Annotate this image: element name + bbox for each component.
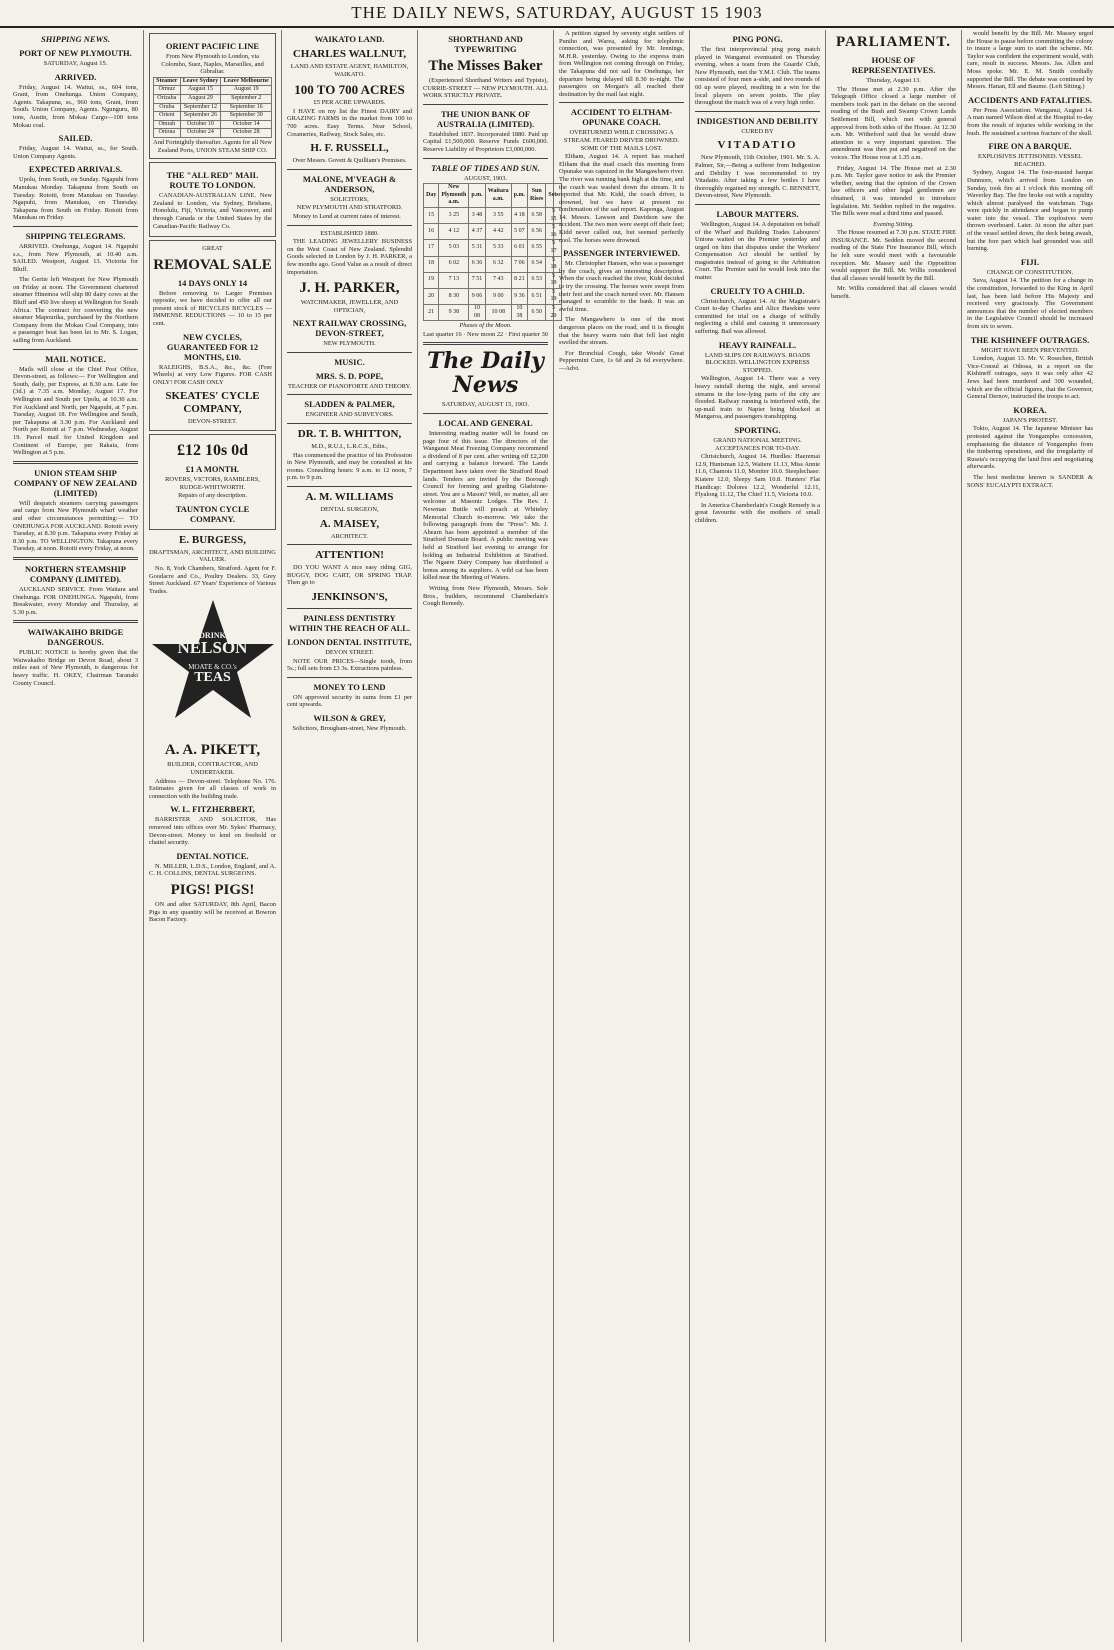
orient-text: From New Plymouth to London, via Colombo, Suez, Naples, Marseilles, and Gibraltar. xyxy=(161,53,264,76)
table-cell: 9 36 xyxy=(511,288,527,304)
days-label: 14 DAYS ONLY 14 xyxy=(177,277,248,288)
table-row xyxy=(424,288,562,304)
divider xyxy=(13,620,138,623)
moate-label: MOATE & CO.'s xyxy=(188,663,237,672)
table-cell: 4 42 xyxy=(485,224,511,240)
table-cell: 19 xyxy=(424,272,439,288)
table-header-row xyxy=(424,184,562,208)
london-dental-text: NOTE OUR PRICES—Single tooth, from 5s.; full sets from £3 3s. Extractions painless. xyxy=(287,657,412,673)
table-cell: 5 07 xyxy=(511,224,527,240)
jewellery-text: THE LEADING JEWELLERY BUSINESS on the West Coast of New Zealand. Splendid Goods selected in London by J. H. PARKER, a few months ago. Good Value as a result of direct importation. xyxy=(287,238,412,276)
table-cell: 6 53 xyxy=(528,272,546,288)
vitadatio-heading: VITADATIO xyxy=(717,139,798,152)
divider xyxy=(287,225,412,226)
moon-text: Last quarter 16 · New moon 22 · First quarter 30 xyxy=(423,330,548,338)
sailed-heading: SAILED. xyxy=(58,133,93,144)
table-cell: 5 20 xyxy=(546,305,561,321)
accident-heading: ACCIDENT TO ELTHAM-OPUNAKE COACH. xyxy=(570,107,673,128)
skeates-address: DEVON-STREET. xyxy=(187,418,238,426)
sporting-subheading: GRAND NATIONAL MEETING. ACCEPTANCES FOR TO-DAY. xyxy=(713,436,802,452)
labour-text: Wellington, August 14. A deputation on behalf of the Wharf and Building Trades Labourers' Unions waited on the Premier yesterday and urged on him that disputes under the Workers' Compensation Act should be settled by magistrates instead of going to the Arbitration Court. The Premier said he would look into the matter. xyxy=(695,220,820,282)
table-row xyxy=(424,207,562,223)
table-cell: Omrah xyxy=(154,120,181,129)
baker-text: (Experienced Shorthand Writers and Typists), CURRIE-STREET — NEW PLYMOUTH. ALL WORK STRICTLY PRIVATE. xyxy=(423,77,548,100)
shorthand-heading: SHORTHAND AND TYPEWRITING xyxy=(448,34,523,54)
skeates-heading: SKEATES' CYCLE COMPANY, xyxy=(165,390,260,416)
local-footer: Writing from New Plymouth, Messrs. Sole Bros., builders, recommend Chamberlain's Cough Remedy. xyxy=(423,584,548,608)
money-text: ON approved security in sums from £1 per cent upwards. xyxy=(287,693,412,709)
pope-title: TEACHER OF PIANOFORTE AND THEORY. xyxy=(287,382,412,390)
table-cell: October 28 xyxy=(221,129,272,138)
williams-title: DENTAL SURGEON, xyxy=(320,506,379,514)
house-text: The House met at 2.30 p.m. After the Telegraph Office closed a large number of members took part in the debate on the second reading of the Bush and Swamp Crown Lands Settlement Bill, which met with general approval from both sides of the House. At 12.30 a.m. Mr. Witheford said that he would draw attention to a very important question. The amendment was then put and negatived on the voices. The House rose at 1.35 a.m. xyxy=(831,85,956,161)
table-cell: 7 43 xyxy=(485,272,511,288)
table-cell: September 2 xyxy=(221,94,272,103)
korea-heading: KOREA. xyxy=(1013,404,1047,415)
removal-text: Before removing to Larger Premises opposite, we have decided to offer all our present stock of BICYCLES BICYCLES — IMMENSE REDUCTIONS — 10 to 15 per cent. xyxy=(153,289,272,328)
moon-heading: Phases of the Moon. xyxy=(459,322,512,330)
divider xyxy=(13,226,138,227)
sladden-title: ENGINEER AND SURVEYORS. xyxy=(305,411,394,419)
table-header: p.m. xyxy=(511,184,527,208)
table-cell: 10 08 xyxy=(469,305,485,321)
passenger-heading: PASSENGER INTERVIEWED. xyxy=(563,248,680,259)
indigestion-text: New Plymouth, 11th October, 1901. Mr. S. A. Palmer, Sir,—Being a sufferer from Indigestion and Debility I was recommended to try Vitadatio. After taking a few bottles I have thoroughly regained my strength. C. BENNETT, Devon-street, New Plymouth. xyxy=(695,154,820,200)
pigs-text: ON and after SATURDAY, 8th April, Bacon Pigs in any quantity will be received at Bowron Bacon Factory. xyxy=(149,900,276,924)
table-cell: August 15 xyxy=(180,86,221,95)
table-cell: October 10 xyxy=(180,120,221,129)
nelson-label: NELSON xyxy=(177,638,248,658)
jenkinson-heading: JENKINSON'S, xyxy=(311,591,388,603)
great-label: GREAT xyxy=(202,245,223,253)
table-cell: August 29 xyxy=(180,94,221,103)
tides-month: AUGUST, 1903. xyxy=(463,174,508,182)
table-cell: 6 50 xyxy=(528,305,546,321)
divider xyxy=(287,608,412,609)
mail-text: Mails will close at the Chief Post Office, Devon-street, as follows:— For Wellington and South, daily, per Express, at 8.30 a.m. Late fee (3d.) at 7.35 a.m. Monday, August 17. For Wellington and South per Upolu, at 10.30 a.m. For Auckland and North, per Ngapuhi, at 7 p.m. Tuesday, August 18. For Wellington and South, per Takapuna at 3.30 p.m. For Auckland and North per Rotoiti at 7 p.m. Wednesday, August 19. Parcel mail for United Kingdom and Continent of Europe, per Rakaia, from Wellington at 5 p.m. xyxy=(13,365,138,457)
expected-heading: EXPECTED ARRIVALS. xyxy=(28,164,123,175)
attention-text: DO YOU WANT A nice easy riding GIG, BUGGY, DOG CART, OR SPRING TRAP. Then go to xyxy=(287,564,412,587)
table-cell: 5 16 xyxy=(546,224,561,240)
all-red-ad xyxy=(149,162,276,237)
paper-title: The Daily News xyxy=(427,348,544,399)
table-cell: 15 xyxy=(424,207,439,223)
accidents-heading: ACCIDENTS AND FATALITIES. xyxy=(968,94,1092,105)
malone-text: Money to Lend at current rates of interest. xyxy=(293,212,401,220)
ping-pong-text: The first interprovincial ping pong match played in Wanganui eventuated on Thursday evening, when a team from the Guards' Club, New Plymouth, met the Y.M.I. Club. The teams consisted of four men a-side, and two rounds of 60 up were played, resulting in a win for the local players on seven points. The play throughout the match was of a very high order. xyxy=(695,46,820,107)
table-cell: 6 56 xyxy=(528,224,546,240)
rainfall-heading: HEAVY RAINFALL. xyxy=(718,339,797,350)
taunton-heading: TAUNTON CYCLE COMPANY. xyxy=(175,503,250,524)
parker-address: NEXT RAILWAY CROSSING, DEVON-STREET, xyxy=(292,318,407,339)
orient-line-ad xyxy=(149,33,276,159)
agents-text: ROVERS, VICTORS, RAMBLERS, RUDGE-WHITWORTH. xyxy=(165,476,260,491)
table-cell: September 30 xyxy=(221,112,272,121)
divider xyxy=(13,349,138,350)
table-cell: 7 06 xyxy=(511,256,527,272)
maisey-title: ARCHITECT. xyxy=(331,532,368,540)
table-header: New Plymouth a.m. xyxy=(439,184,469,208)
divider xyxy=(287,486,412,487)
masthead: THE DAILY NEWS, SATURDAY, AUGUST 15 1903 xyxy=(0,0,1114,28)
column-news-1 xyxy=(554,30,690,1642)
sailed-text: Friday, August 14. Waitui, ss., for South. Union Company Agents. xyxy=(13,145,138,160)
table-row xyxy=(424,240,562,256)
table-cell: October 24 xyxy=(180,129,221,138)
all-red-heading: THE "ALL RED" MAIL ROUTE TO LONDON. xyxy=(166,170,259,191)
divider xyxy=(13,557,138,560)
fire-text: Sydney, August 14. The four-masted barque Dunmore, which arrived from London on Sunday, took fire at 1 o'clock this morning off Waverley Bay. The fire broke out with a rapidity which almost paralysed the watchman. Tugs were quickly in attendance and began to pump water into the vessel. The explosives were thrown overboard. Later. At noon the after part of the vessel settled down, the deck being awash, but the fore part which had grounded was still burning. xyxy=(967,169,1093,253)
williams-heading: A. M. WILLIAMS xyxy=(305,491,394,504)
table-cell: 5 17 xyxy=(546,240,561,256)
repairs-text: Repairs of any description. xyxy=(178,492,247,500)
table-cell: 9 06 xyxy=(469,288,485,304)
indigestion-heading: INDIGESTION AND DEBILITY xyxy=(696,115,819,126)
cough-remedy-text: In America Chamberlain's Cough Remedy is a great favourite with the mothers of small children. xyxy=(695,501,820,524)
table-row xyxy=(154,94,272,103)
house-heading: HOUSE OF REPRESENTATIVES. xyxy=(851,55,936,75)
divider xyxy=(423,342,548,345)
bridge-text: PUBLIC NOTICE is hereby given that the Waiwakaiho Bridge on Devon Road, about 3 miles east of New Plymouth, is dangerous for heavy traffic. H. OKEY, Chairman Taranaki County Council. xyxy=(13,649,138,687)
malone-location: NEW PLYMOUTH AND STRATFORD. xyxy=(296,204,403,212)
sporting-heading: SPORTING. xyxy=(734,424,781,435)
burgess-heading: E. BURGESS, xyxy=(179,533,246,546)
table-cell: 8 21 xyxy=(511,272,527,288)
table-cell: 6 32 xyxy=(485,256,511,272)
expected-text: Upolu, from South, on Sunday. Ngapuhi from Manukau Monday. Takapuna from South on Tuesday. Rotoiti, from Manukau on Tuesday. Ngapuhi, from Manukau, on Thursday. Takapuna from South on Friday. Rotoiti from Manukau on Friday. xyxy=(13,176,138,222)
table-cell: 7 13 xyxy=(439,272,469,288)
pigs-heading: PIGS! PIGS! xyxy=(170,881,255,898)
table-cell: 3 25 xyxy=(439,207,469,223)
table-cell: 6 54 xyxy=(528,256,546,272)
table-cell: 7 51 xyxy=(469,272,485,288)
orient-heading: ORIENT PACIFIC LINE xyxy=(165,41,260,51)
burgess-text: No. 8, York Chambers, Stratford. Agent for F. Goodacre and Co., Poultry Dealers. 33, Grey Street Auckland. 67 Years' Experience of Various Trades. xyxy=(149,565,276,595)
wallnut-title: LAND AND ESTATE AGENT, HAMILTON, WAIKATO. xyxy=(290,63,409,78)
fire-subheading: EXPLOSIVES JETTISONED. VESSEL BEACHED. xyxy=(977,153,1083,168)
table-header: Day xyxy=(424,184,439,208)
divider xyxy=(287,677,412,678)
dental-text: N. MILLER, L.D.S., London, England, and A. C. H. COLLINS, DENTAL SURGEONS. xyxy=(149,862,276,878)
pikett-heading: A. A. PIKETT, xyxy=(164,742,261,759)
indigestion-subheading: CURED BY xyxy=(741,127,774,135)
table-cell: Ormuz xyxy=(154,86,181,95)
table-cell: 10 38 xyxy=(511,305,527,321)
cycles-guarantee: NEW CYCLES, GUARANTEED FOR 12 MONTHS, £10. xyxy=(166,331,259,362)
divider xyxy=(695,111,820,112)
sporting-text: Christchurch, August 14. Hurdles: Haeremai 12.9, Huntsman 12.5, Waitere 11.13, Miss Annie 11.6, Chamois 11.0, Moniter 10.0. Steeplechase: Kiatere 12.0, Sleepy Sam 10.8. Hunters' Flat Handicap: Dolores 12.2, Wonderful 12.11, Flyalong 11.12, The Chief 11.5, Victoria 10.0. xyxy=(695,453,820,499)
table-cell: 5 19 xyxy=(546,272,561,288)
pikett-title: BUILDER, CONTRACTOR, AND UNDERTAKER. xyxy=(167,761,258,776)
acres-price: £5 PER ACRE UPWARDS. xyxy=(313,99,386,107)
port-heading: PORT OF NEW PLYMOUTH. xyxy=(19,48,132,58)
cycle-price-ad xyxy=(149,434,276,530)
arrived-text: Friday, August 14. Waitui, ss., 604 tons, Grant, from Onehunga. Union Company, Agents. Takapuna, ss., 960 tons, Grant, from South. Union Company, Agents. Ngunguru, 80 tons, Austin, from Mokau Cargo—100 tons Mokau coal. xyxy=(13,83,138,129)
divider xyxy=(559,102,684,103)
arrived-heading: ARRIVED. xyxy=(54,71,97,82)
baker-heading: The Misses Baker xyxy=(428,58,543,74)
tides-heading: TABLE OF TIDES AND SUN. xyxy=(431,162,540,173)
bridge-heading: WAIWAKAIHO BRIDGE DANGEROUS. xyxy=(27,627,124,648)
table-header: Leave Melbourne xyxy=(221,77,272,86)
table-cell: 6 02 xyxy=(439,256,469,272)
accident-subheading: OVERTURNED WHILE CROSSING A STREAM. FEARED DRIVER DROWNED. SOME OF THE MAILS LOST. xyxy=(563,129,680,152)
columns xyxy=(8,30,1108,1642)
dental-heading: DENTAL NOTICE. xyxy=(176,850,249,861)
price-label: £12 10s 0d xyxy=(176,442,249,460)
maisey-heading: A. MAISEY, xyxy=(319,517,380,530)
evening-heading: Evening Sitting. xyxy=(873,220,914,228)
removal-heading: REMOVAL SALE xyxy=(153,256,272,273)
table-cell: Orient xyxy=(154,112,181,121)
korea-subheading: JAPAN'S PROTEST. xyxy=(1002,416,1058,424)
table-cell: 4 12 xyxy=(439,224,469,240)
mail-heading: MAIL NOTICE. xyxy=(45,353,106,364)
table-cell: 3 48 xyxy=(469,207,485,223)
table-cell: 20 xyxy=(424,288,439,304)
table-header: Waitara a.m. xyxy=(485,184,511,208)
evening-text: The House resumed at 7.30 p.m. STATE FIRE INSURANCE. Mr. Seddon moved the second reading of the State Fire Insurance Bill, which he felt sure would meet with a favourable reception. Mr. Massey said the Opposition would support the Bill. Mr. Willis considered that all classes would benefit by the Bill. xyxy=(831,229,956,282)
fire-heading: FIRE ON A BARQUE. xyxy=(988,141,1072,152)
divider xyxy=(695,204,820,205)
northern-heading: NORTHERN STEAMSHIP COMPANY (LIMITED). xyxy=(24,563,126,584)
divider xyxy=(13,461,138,464)
teas-label: TEAS xyxy=(194,670,231,686)
column-parliament xyxy=(826,30,962,1642)
table-cell: 6 01 xyxy=(511,240,527,256)
sailing-table xyxy=(153,77,272,138)
established-label: ESTABLISHED 1880. xyxy=(320,229,379,237)
northern-text: AUCKLAND SERVICE. From Waitara and Onehunga. FOR ONEHUNGA. Ngapuhi, from Breakwater, every Monday and Thursday, at 5.30 p.m. xyxy=(13,585,138,616)
mangawhero-text: The Mangawhero is one of the most dangerous places on the road, and it is thought that the heavy warm rain that fell last night swelled the stream. xyxy=(559,316,684,347)
bank-text: Established 1837. Incorporated 1880. Paid up Capital £1,500,000. Reserve Funds £600,000. Reserve Liability of Proprietors £3,000,000. xyxy=(423,130,548,153)
cruelty-text: Christchurch, August 14. At the Magistrate's Court to-day Charles and Alice Hawkins were committed for trial on a charge of wilfully neglecting a child and causing it unnecessary suffering. Bail was allowed. xyxy=(695,297,820,336)
table-cell: 4 18 xyxy=(511,207,527,223)
drink-label: DRINK xyxy=(199,631,226,641)
pikett-text: Address — Devon-street. Telephone No. 176. Estimates given for all classes of work in connection with the building trade. xyxy=(149,777,276,800)
table-cell: August 19 xyxy=(221,86,272,95)
table-cell: 5 18 xyxy=(546,256,561,272)
friday-text: Friday, August 14. The House met at 2.30 p.m. Mr. Taylor gave notice to ask the Premier whether, seeing that the opinion of the Crown law officers and other legal gentlemen are obtained, it was intended to introduce legislation. Mr. Seddon replied in the negative. The Bills were read a third time and passed. xyxy=(831,164,956,218)
table-cell: 17 xyxy=(424,240,439,256)
parliament-footer: Mr. Willis considered that all classes would benefit. xyxy=(831,285,956,301)
paper-date: SATURDAY, AUGUST 15, 1903. xyxy=(442,401,529,409)
table-cell: 8 30 xyxy=(439,288,469,304)
burgess-title: DRAFTSMAN, ARCHITECT, AND BUILDING VALUER. xyxy=(149,548,276,564)
table-cell: 6 58 xyxy=(528,207,546,223)
london-dental-address: DEVON STREET. xyxy=(325,649,374,656)
nelson-teas-ad xyxy=(150,598,276,738)
sladden-heading: SLADDEN & PALMER, xyxy=(304,399,395,410)
column-editorial xyxy=(418,30,559,1642)
table-cell: Ortona xyxy=(154,129,181,138)
fiji-heading: FIJI. xyxy=(1020,256,1040,267)
table-cell: Orizaba xyxy=(154,94,181,103)
wallnut-heading: CHARLES WALLNUT, xyxy=(292,48,407,60)
rainfall-subheading: LAND SLIPS ON RAILWAYS. ROADS BLOCKED. WELLINGTON EXPRESS STOPPED. xyxy=(704,351,811,374)
table-row xyxy=(154,86,272,95)
accident-text: Eltham, August 14. A report has reached Eltham that the mail coach this morning from Opunake was capsized in the Mangawhero river. The river was running bank high at the time, and the coach was washed down the stream. It is reported that Mr. Kidd, the coach driver, is drowned, but we have at present no confirmation of the sad report. Kaponga, August 14. Messrs. Lawson and Davidson saw the accident. The two men were swept off their feet; Kidd never called out, but seemed perfectly cool. The horses were drowned. xyxy=(559,153,684,244)
medicine-advert: The best medicine known is SANDER & SONS' EUCALYPTI EXTRACT. xyxy=(967,473,1093,489)
telegrams-heading: SHIPPING TELEGRAMS. xyxy=(25,230,126,241)
petition-text: A petition signed by seventy eight settlers of Puniho and Warea, asking for telephonic connection, was presented by Mr. Jennings, M.H.R. yesterday. Owing to the express train from Wellington not coming through on Friday, the Takapuna did not sail for Onehunga, her departure being delayed till 8.30 to-night. The passengers on Morgan's all reached their destination by the mail last night. xyxy=(559,30,684,98)
passenger-text: Mr. Christopher Hansen, who was a passenger by the coach, gives an interesting description. When the coach reached the river, Kidd decided to try the crossing. The horses were swept from their feet and the coach turned over. Mr. Hansen managed to scramble to the bank. It was an awful time. xyxy=(559,260,684,313)
table-cell: 9 38 xyxy=(439,305,469,321)
malone-heading: MALONE, M'VEAGH & ANDERSON, xyxy=(302,173,397,194)
whitton-heading: DR. T. B. WHITTON, xyxy=(297,428,402,441)
local-text: Interesting reading matter will be found on page four of this issue. The directors of the Wanganui Meat Freezing Company recommend a dividend of 8 per cent. after writing off £2,200 and carrying a balance forward. The Lands Department have taken over the Stratford Road lands. Tenders are invited by the Borough Council for forming and grading Gladstone-street. You are a Mason? Well, no matter, all are welcome at Masonic Lodges. The Rev. J. Newman Buttle will preach at Whiteley Memorial Church to-morrow. We take the following paragraph from the "Press": Mr. J. Ahearn has been appointed a member of the Stratford Domain Board. A public meeting was held at Stratford last evening to arrange for holding an Industrial Exhibition at Stratford. The Ngaere Dairy Company has distributed a bonus among its suppliers. A wild cat has been killed near the Meeting of Waters. xyxy=(423,430,548,582)
house-date: Thursday, August 13. xyxy=(866,77,921,84)
fiji-text: Suva, August 14. The petition for a change in the constitution, forwarded to the King in April last, has been laid before His Majesty and received very graciously. The Government announces that the number of elected members in the Legislative Council should be increased from six to seven. xyxy=(967,277,1093,330)
all-red-text: CANADIAN-AUSTRALIAN LINE. New Zealand to London, via Sydney, Brisbane, Honolulu, Fiji, Victoria, and Vancouver, and through Canada or the United States by the Canadian-Pacific Railway Co. xyxy=(153,192,272,230)
date-line: SATURDAY, August 15. xyxy=(43,60,108,67)
column-shipping xyxy=(8,30,144,1642)
table-row xyxy=(154,129,272,138)
table-cell: September 26 xyxy=(180,112,221,121)
table-row xyxy=(154,120,272,129)
parker-town: NEW PLYMOUTH. xyxy=(323,340,376,348)
fiji-subheading: CHANGE OF CONSTITUTION. xyxy=(986,268,1074,276)
table-cell: 5 19 xyxy=(546,288,561,304)
parliament-heading: PARLIAMENT. xyxy=(835,34,952,50)
telegrams-text: ARRIVED. Onehunga, August 14. Ngapuhi s.s., from New Plymouth, at 10.40 a.m. SAILED. Westport, August 13. Victoria for Bluff. xyxy=(13,242,138,273)
accidents-text: Per Press Association. Wanganui, August 14. A man named Wilson died at the Hospital to-day from the result of injuries while working in the bush. He sustained a serious fracture of the skull. xyxy=(967,106,1093,137)
table-cell: 16 xyxy=(424,224,439,240)
table-cell: September 16 xyxy=(221,103,272,112)
table-cell: 6 36 xyxy=(469,256,485,272)
table-cell: 5 03 xyxy=(439,240,469,256)
parker-title: WATCHMAKER, JEWELLER, AND OPTICIAN, xyxy=(300,299,399,314)
table-header: Leave Sydney xyxy=(180,77,221,86)
whitton-title: M.D., R.U.I., L.R.C.S., Edin., xyxy=(311,443,388,451)
divider xyxy=(423,104,548,105)
london-dental-heading: LONDON DENTAL INSTITUTE, xyxy=(287,637,412,647)
parker-heading: J. H. PARKER, xyxy=(299,280,400,297)
shipping-news-text: The Gertie left Westport for New Plymouth on Friday at noon. The Government chartered steamer Hinemoa will ship 80 dairy cows at the Bluff and 450 live sheep at Wellington for South Africa. The contract for converting the new steamer Mapourika, purchased by the Northern Company from the Mokau Coal Company, into a passenger boat has been let to Mr. S. Logan, sailing from Auckland. xyxy=(13,276,138,345)
table-header-row xyxy=(154,77,272,86)
table-cell: September 12 xyxy=(180,103,221,112)
waikato-text: I HAVE on my list the Finest DAIRY and GRAZING FARMS in the market from 100 to 700 acres. Easy Terms. Near School, Creameries, Railway, Stock Sales, etc. xyxy=(287,107,412,138)
korea-text: Tokio, August 14. The Japanese Minister has protested against the Yongampho concession, emphasising the distance of Yongampho from the timbering operations, and the irregularity of Russia's occupying the land first and negotiating afterwards. xyxy=(967,425,1093,471)
labour-heading: LABOUR MATTERS. xyxy=(716,208,799,219)
table-cell: 5 33 xyxy=(485,240,511,256)
table-row xyxy=(424,224,562,240)
rainfall-text: Wellington, August 14. There was a very heavy rainfall during the night, and several streams in the low-lying parts of the city are flooded. Railway running is interfered with, the up-mail train to Napier being blocked at Mangaroa, and passengers transhipping. xyxy=(695,375,820,421)
column-advertisements-2 xyxy=(282,30,418,1642)
waikato-heading: WAIKATO LAND. xyxy=(314,34,385,44)
fitzherbert-heading: W. L. FITZHERBERT, xyxy=(170,804,255,815)
music-heading: MUSIC. xyxy=(334,356,365,367)
table-header: Sets xyxy=(546,184,561,208)
table-row xyxy=(154,103,272,112)
column-telegrams xyxy=(962,30,1098,1642)
table-header: p.m. xyxy=(469,184,485,208)
table-row xyxy=(424,305,562,321)
kishineff-text: London, August 13. Mr. V. Rosschen, British Vice-Consul at Odessa, in a report on the Kishineff outrages, says it was only after 42 Jews had been murdered and 300 wounded, which are the official figures, that the Governor, General Dernov, instructed the troops to act. xyxy=(967,355,1093,401)
table-cell: 6 55 xyxy=(528,240,546,256)
fitzherbert-text: BARRISTER AND SOLICITOR, Has removed into offices over Mr. Sykes' Pharmacy, Devon-street. Money to lend on freehold or chattel security. xyxy=(149,816,276,847)
kishineff-heading: THE KISHINEFF OUTRAGES. xyxy=(970,334,1090,345)
divider xyxy=(287,423,412,424)
divider xyxy=(287,352,412,353)
divider xyxy=(423,413,548,414)
table-header: Sun Rises xyxy=(528,184,546,208)
bank-heading: THE UNION BANK OF AUSTRALIA (LIMITED). xyxy=(436,108,535,129)
table-row xyxy=(154,112,272,121)
painless-heading: PAINLESS DENTISTRY WITHIN THE REACH OF ALL. xyxy=(288,613,411,633)
wilson-heading: WILSON & GREY, xyxy=(313,712,386,723)
tides-table xyxy=(423,183,562,321)
divider xyxy=(287,544,412,545)
cough-advert: For Bronchial Cough, take Woods' Great Peppermint Cure, 1s 6d and 2s 6d everywhere.—Advt. xyxy=(559,349,684,372)
russell-heading: H. F. RUSSELL, xyxy=(310,142,389,155)
table-cell: 4 37 xyxy=(469,224,485,240)
russell-address: Over Messrs. Govett & Quilliam's Premises. xyxy=(292,157,407,165)
table-cell: 10 08 xyxy=(485,305,511,321)
table-cell: 21 xyxy=(424,305,439,321)
table-cell: 9 00 xyxy=(485,288,511,304)
cruelty-heading: CRUELTY TO A CHILD. xyxy=(710,285,805,296)
divider xyxy=(287,394,412,395)
table-cell: 5 31 xyxy=(469,240,485,256)
table-cell: 3 55 xyxy=(485,207,511,223)
divider xyxy=(423,158,548,159)
raleigh-text: RALEIGHS, B.S.A., &c., &c. (Free Wheels) at very Low Figures. FOR CASH ONLY! FOR CASH ONLY xyxy=(153,363,272,386)
table-cell: 18 xyxy=(424,256,439,272)
section-heading: SHIPPING NEWS. xyxy=(41,34,110,44)
union-text: Will despatch steamers carrying passengers and cargo from New Plymouth wharf weather and other circumstances permitting:— TO ONEHUNGA FOR AUCKLAND. Rotoiti every Tuesday, at 8.30 p.m. Takapuna every Friday at 8.30 p.m. TO WELLINGTON. Takapuna every Tuesday, at noon. Rotoiti every Friday, at noon. xyxy=(13,499,138,553)
table-row xyxy=(424,272,562,288)
acres-heading: 100 TO 700 ACRES xyxy=(294,82,405,98)
table-cell: 6 51 xyxy=(528,288,546,304)
attention-heading: ATTENTION! xyxy=(315,549,384,562)
malone-title: SOLICITORS, xyxy=(330,195,369,203)
wilson-address: Solicitors, Brougham-street, New Plymouth. xyxy=(292,724,407,732)
local-heading: LOCAL AND GENERAL xyxy=(438,418,533,429)
table-cell: Oruba xyxy=(154,103,181,112)
column-news-2 xyxy=(690,30,826,1642)
column-advertisements-1 xyxy=(144,30,282,1642)
ping-pong-heading: PING PONG. xyxy=(732,34,783,44)
money-heading: MONEY TO LEND xyxy=(313,681,386,692)
union-heading: UNION STEAM SHIP COMPANY OF NEW ZEALAND (LIMITED) xyxy=(13,467,137,498)
table-header: Steamer xyxy=(154,77,181,86)
whitton-text: Has commenced the practice of his Profession in New Plymouth, and may be consulted at his rooms. Consulting hours: 9 a.m. to 12 noon, 7 p.m. to 9 p.m. xyxy=(287,451,412,482)
bill-text: would benefit by the Bill. Mr. Massey urged the House to pause before committing the colony to insure a large sum to start the scheme. Mr. Taylor was confident the experiment would, with care, result in success. Messrs. Jas. Allen and Moss spoke. Mr. E. M. Smith cordially supported the Bill. The debate was continued by Messrs. Hanan, Ell and Baume. (Left Sitting.) xyxy=(967,30,1093,91)
monthly-label: £1 A MONTH. xyxy=(185,464,240,475)
kishineff-subheading: MIGHT HAVE BEEN PREVENTED. xyxy=(980,346,1080,354)
table-cell: October 14 xyxy=(221,120,272,129)
divider xyxy=(287,169,412,170)
orient-footer: And Fortnightly thereafter. Agents for all New Zealand Ports, UNION STEAM SHIP CO. xyxy=(153,138,272,154)
table-cell: 5 15 xyxy=(546,207,561,223)
table-row xyxy=(424,256,562,272)
removal-sale-ad xyxy=(149,240,276,431)
pope-heading: MRS. S. D. POPE, xyxy=(315,370,384,381)
